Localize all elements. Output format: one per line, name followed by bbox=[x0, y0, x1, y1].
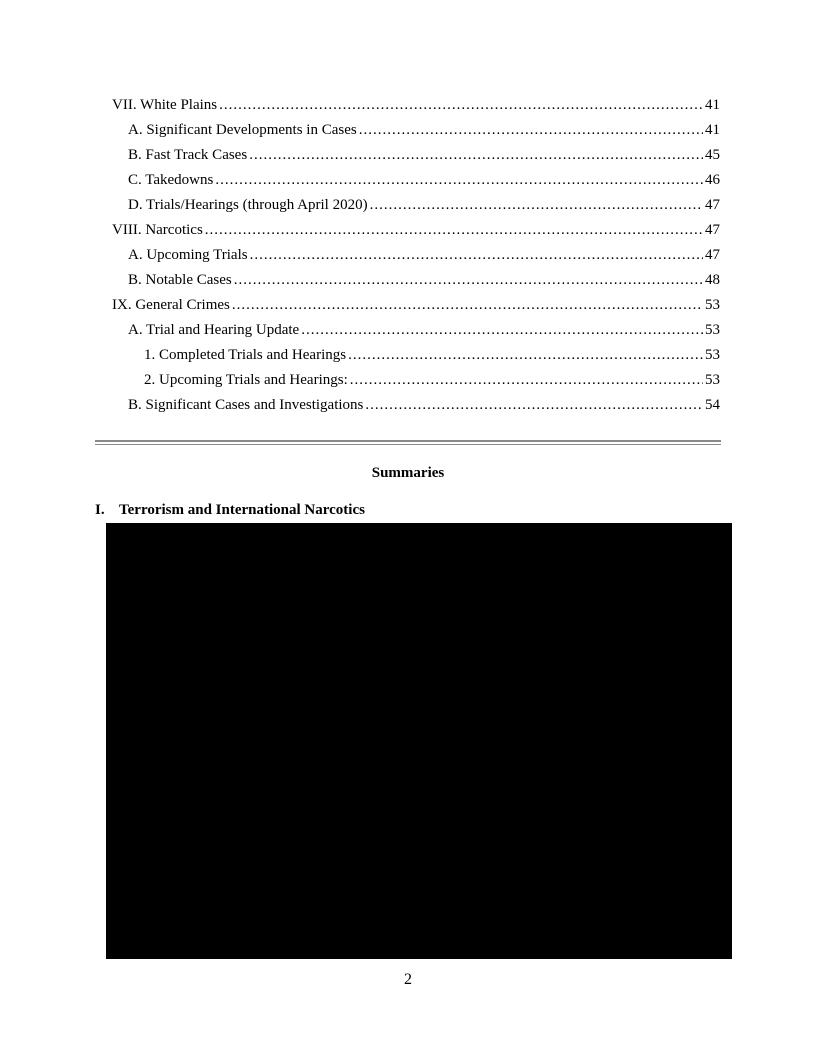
toc-entry-general-crimes[interactable] bbox=[112, 295, 720, 320]
toc-entry-significant-developments[interactable] bbox=[112, 120, 720, 145]
toc-entry-label: A. Upcoming Trials bbox=[128, 247, 248, 263]
toc-entry-significant-cases[interactable] bbox=[112, 395, 720, 420]
toc-entry-page: 46 bbox=[705, 172, 720, 188]
toc-entry-white-plains[interactable] bbox=[112, 95, 720, 120]
toc-entry-page: 47 bbox=[705, 222, 720, 238]
redaction-block bbox=[106, 523, 732, 959]
toc-entry-upcoming-trials[interactable] bbox=[112, 245, 720, 270]
toc-entry-fast-track-cases[interactable] bbox=[112, 145, 720, 170]
toc-entry-label: A. Significant Developments in Cases bbox=[128, 122, 357, 138]
toc-entry-label: VIII. Narcotics bbox=[112, 222, 203, 238]
toc-leader-dots bbox=[232, 295, 703, 315]
toc-leader-dots bbox=[205, 220, 703, 240]
toc-entry-page: 53 bbox=[705, 347, 720, 363]
toc-entry-page: 53 bbox=[705, 322, 720, 338]
toc-entry-trials-hearings[interactable] bbox=[112, 195, 720, 220]
toc-entry-narcotics[interactable] bbox=[112, 220, 720, 245]
toc-leader-dots bbox=[365, 395, 703, 415]
toc-entry-takedowns[interactable] bbox=[112, 170, 720, 195]
toc-entry-label: IX. General Crimes bbox=[112, 297, 230, 313]
section-divider bbox=[95, 440, 721, 445]
toc-entry-page: 41 bbox=[705, 122, 720, 138]
toc-entry-label: B. Fast Track Cases bbox=[128, 147, 248, 163]
toc-entry-label: D. Trials/Hearings (through April 2020) bbox=[128, 197, 368, 213]
toc-entry-page: 53 bbox=[705, 372, 720, 388]
toc-entry-page: 48 bbox=[705, 272, 720, 288]
toc-entry-page: 47 bbox=[705, 197, 720, 213]
toc-entry-page: 47 bbox=[705, 247, 720, 263]
toc-leader-dots bbox=[250, 245, 703, 265]
toc-entry-label: VII. White Plains bbox=[112, 97, 218, 113]
toc-entry-page: 45 bbox=[705, 147, 720, 163]
toc-leader-dots bbox=[350, 370, 703, 390]
section-number: I. bbox=[95, 502, 105, 518]
toc-leader-dots bbox=[359, 120, 703, 140]
toc-entry-trial-hearing-update[interactable] bbox=[112, 320, 720, 345]
toc-entry-label: A. Trial and Hearing Update bbox=[128, 322, 300, 338]
table-of-contents bbox=[112, 95, 720, 420]
section-title: Terrorism and International Narcotics bbox=[119, 502, 365, 518]
toc-leader-dots bbox=[219, 95, 703, 115]
section-heading bbox=[95, 500, 365, 520]
toc-leader-dots bbox=[370, 195, 703, 215]
toc-entry-upcoming-trials-hearings[interactable] bbox=[112, 370, 720, 395]
toc-leader-dots bbox=[348, 345, 703, 365]
toc-entry-page: 41 bbox=[705, 97, 720, 113]
toc-entry-label: B. Significant Cases and Investigations bbox=[128, 397, 364, 413]
toc-entry-notable-cases[interactable] bbox=[112, 270, 720, 295]
toc-entry-label: C. Takedowns bbox=[128, 172, 214, 188]
toc-entry-label: 1. Completed Trials and Hearings bbox=[144, 347, 347, 363]
toc-leader-dots bbox=[249, 145, 703, 165]
toc-leader-dots bbox=[301, 320, 703, 340]
toc-entry-label: B. Notable Cases bbox=[128, 272, 232, 288]
toc-entry-completed-trials[interactable] bbox=[112, 345, 720, 370]
toc-entry-label: 2. Upcoming Trials and Hearings: bbox=[144, 372, 348, 388]
toc-leader-dots bbox=[215, 170, 703, 190]
toc-entry-page: 54 bbox=[705, 397, 720, 413]
toc-leader-dots bbox=[234, 270, 703, 290]
summaries-heading: Summaries bbox=[371, 465, 445, 481]
page-number: 2 bbox=[404, 971, 412, 988]
toc-entry-page: 53 bbox=[705, 297, 720, 313]
